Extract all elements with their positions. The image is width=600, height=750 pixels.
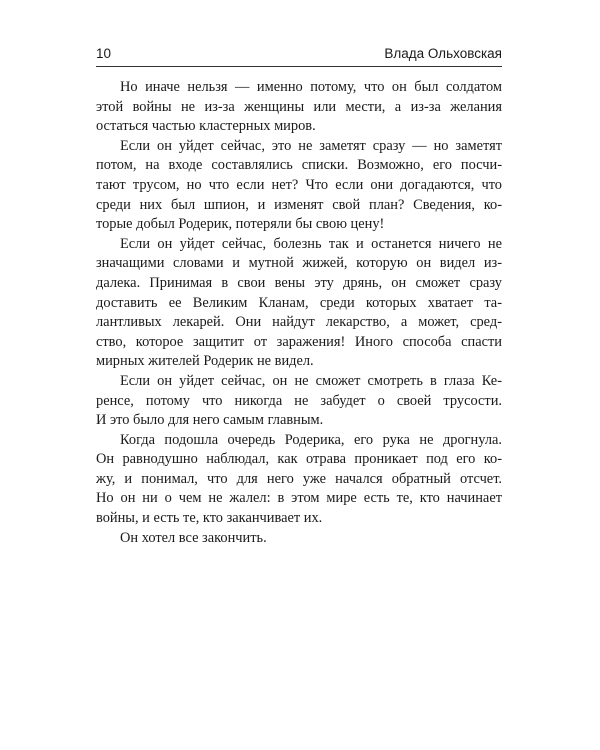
author-name: Влада Ольховская bbox=[384, 46, 502, 61]
text-line: ство, которое защитит от заражения! Иного способа спасти bbox=[96, 333, 502, 350]
text-line: Он хотел все закончить. bbox=[120, 529, 267, 546]
text-line: значащими словами и мутной жижей, которую он видел из- bbox=[96, 255, 502, 272]
text-line: торые добыл Родерик, потеряли бы свою цену! bbox=[96, 216, 385, 233]
text-line: жу, и понимал, что для него уже начался обратный отсчет. bbox=[96, 470, 502, 487]
running-header bbox=[96, 46, 502, 61]
text-line: среди них был шпион, и изменят свой план? Сведения, ко- bbox=[96, 196, 502, 213]
text-line: потом, на входе составлялись списки. Возможно, его посчи- bbox=[96, 157, 502, 174]
text-line: Если он уйдет сейчас, это не заметят сразу — но заметят bbox=[120, 137, 502, 154]
paragraph bbox=[96, 529, 502, 549]
page-body bbox=[96, 78, 502, 548]
page-number: 10 bbox=[96, 46, 112, 61]
text-line: лантливых лекарей. Они найдут лекарство, а может, сред- bbox=[96, 314, 502, 331]
text-line: мирных жителей Родерик не видел. bbox=[96, 353, 314, 370]
text-line: далека. Принимая в свои вены эту дрянь, он сможет сразу bbox=[96, 274, 502, 291]
text-line: Он равнодушно наблюдал, как отрава проникает под его ко- bbox=[96, 451, 502, 468]
text-line: Если он уйдет сейчас, болезнь так и останется ничего не bbox=[120, 235, 502, 252]
text-line: Когда подошла очередь Родерика, его рука не дрогнула. bbox=[120, 431, 502, 448]
text-line: войны, и есть те, кто заканчивает их. bbox=[96, 510, 323, 527]
text-line: остаться частью кластерных миров. bbox=[96, 118, 316, 135]
text-line: этой войны не из-за женщины или мести, а из-за желания bbox=[96, 98, 502, 115]
paragraph bbox=[96, 372, 502, 431]
text-line: Но иначе нельзя — именно потому, что он был солдатом bbox=[120, 79, 502, 95]
text-line: Если он уйдет сейчас, он не сможет смотреть в глаза Ке- bbox=[120, 372, 502, 389]
paragraph bbox=[96, 137, 502, 235]
paragraph bbox=[96, 78, 502, 137]
header-rule bbox=[96, 66, 502, 67]
paragraph bbox=[96, 235, 502, 372]
text-line: Но он ни о чем не жалел: в этом мире есть те, кто начинает bbox=[96, 490, 502, 507]
text-line: тают трусом, но что если нет? Что если они догадаются, что bbox=[96, 176, 502, 193]
text-line: ренсе, потому что никогда не забудет о своей трусости. bbox=[96, 392, 502, 409]
text-line: доставить ее Великим Кланам, среди которых хватает та- bbox=[96, 294, 502, 311]
paragraph bbox=[96, 431, 502, 529]
text-line: И это было для него самым главным. bbox=[96, 412, 324, 429]
